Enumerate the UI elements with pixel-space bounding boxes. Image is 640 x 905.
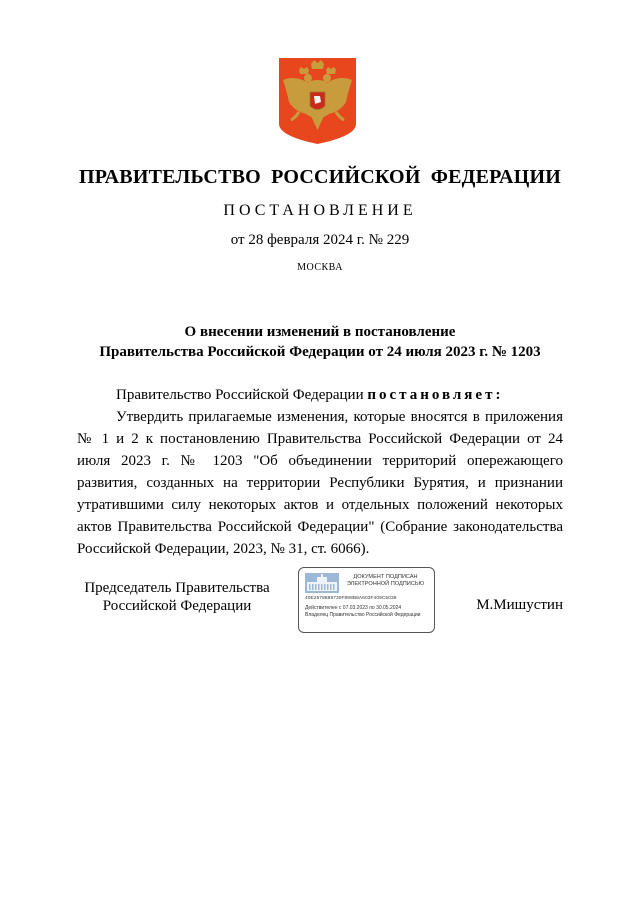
coat-of-arms-emblem <box>277 56 358 146</box>
intro-text: Правительство Российской Федерации <box>116 387 368 403</box>
electronic-signature-stamp <box>298 567 435 633</box>
stamp-certificate: 40E2578888730F888B8A603F409C5038 <box>305 596 397 601</box>
government-title: ПРАВИТЕЛЬСТВО РОССИЙСКОЙ ФЕДЕРАЦИИ <box>79 166 561 188</box>
subject-line-2: Правительства Российской Федерации от 24 июля 2023 г. № 1203 <box>99 344 541 360</box>
resolves-word: постановляет: <box>367 387 504 403</box>
position-line-1: Председатель Правительства <box>84 580 270 596</box>
government-building-icon <box>305 573 339 593</box>
stamp-title <box>341 574 430 588</box>
signatory-position <box>77 579 277 615</box>
document-date-number: от 28 февраля 2024 г. № 229 <box>230 232 410 248</box>
resolution-intro <box>77 384 563 406</box>
stamp-title-line-1: ДОКУМЕНТ ПОДПИСАН <box>353 574 418 580</box>
document-type: ПОСТАНОВЛЕНИЕ <box>223 202 417 219</box>
document-subject <box>60 322 580 362</box>
document-body <box>77 384 563 560</box>
position-line-2: Российской Федерации <box>102 598 252 614</box>
document-city: МОСКВА <box>297 262 343 273</box>
stamp-owner: Владелец Правительство Российской Федерации <box>305 612 421 618</box>
resolution-paragraph: Утвердить прилагаемые изменения, которые вносятся в приложения № 1 и 2 к постановлению Правительства Российской Федерации от 24 июля 2023 г. № 1203 "Об объединении территорий опережающего развития, созданных на территории Республики Бурятия, и признании утратившими силу некоторых актов и отдельных положений некоторых актов Правительства Российской Федерации" (Собрание законодательства Российской Федерации, 2023, № 31, ст. 6066). <box>77 409 563 557</box>
stamp-title-line-2: ЭЛЕКТРОННОЙ ПОДПИСЬЮ <box>346 581 425 587</box>
stamp-validity: Действителен с 07.03.2023 по 30.05.2024 <box>305 605 402 611</box>
subject-line-1: О внесении изменений в постановление <box>184 324 456 340</box>
signatory-name: М.Мишустин <box>476 597 563 613</box>
